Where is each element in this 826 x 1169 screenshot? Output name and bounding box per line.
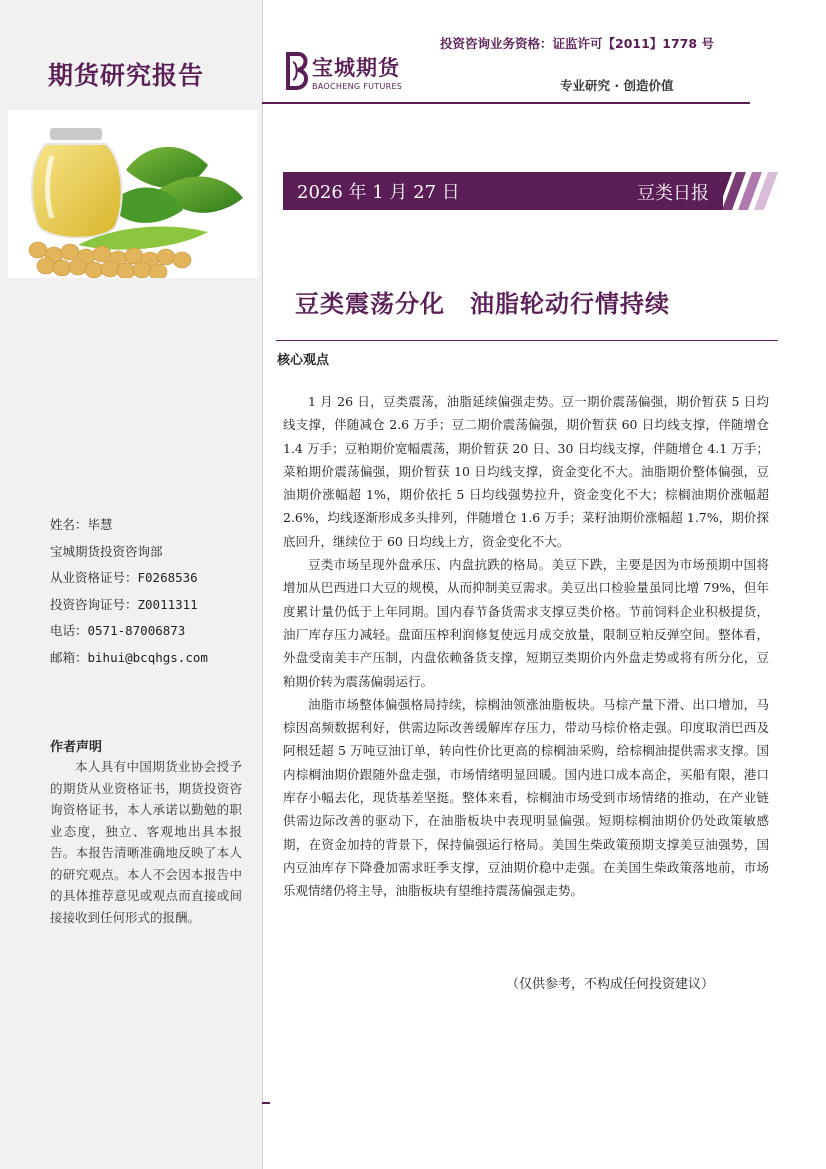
section-title: 核心观点 — [277, 353, 330, 368]
declaration-text: 本人具有中国期货业协会授予的期货从业资格证书，期货投资咨询资格证书，本人承诺以勤勉的职业态度，独立、客观地出具本报告。本报告清晰准确地反映了本人的研究观点。本人不会因本报告中的具体推荐意见或观点而直接或间接接收到任何形式的报酬。 — [50, 759, 242, 925]
report-headline: 豆类震荡分化 油脂轮动行情持续 — [295, 290, 670, 318]
paragraph: 油脂市场整体偏强格局持续，棕榈油领涨油脂板块。马棕产量下滑、出口增加，马棕因高频数据利好，供需边际改善缓解库存压力，带动马棕价格走强。印度取消巴西及阿根廷超 5 万吨豆油订单，转向性价比更高的棕榈油采购，给棕榈油提供需求支撑。国内棕榈油期价跟随外盘走强，市场情绪明显回暖。国内进口成本高企，买船有限，港口库存小幅去化，现货基差坚挺。整体来看，棕榈油市场受到市场情绪的推动，在产业链供需边际改善的驱动下，在油脂板块中表现明显偏强。短期棕榈油期价仍处政策敏感期，在资金加持的背景下，保持偏强运行格局。美国生柴政策预期支撑美豆油强势，国内豆油库存下降叠加需求旺季支撑，豆油期价稳中走强。在美国生柴政策落地前，市场乐观情绪仍将主导，油脂板块有望维持震荡偏强走势。 — [283, 696, 769, 899]
headline-rule — [276, 340, 778, 341]
phone: 电话：0571-87006873 — [50, 623, 186, 638]
slogan: 专业研究 · 创造价值 — [560, 78, 674, 93]
paragraph: 1 月 26 日，豆类震荡，油脂延续偏强走势。豆一期价震荡偏强，期价暂获 5 日均线支撑，伴随减仓 2.6 万手；豆二期价震荡偏强，期价暂获 60 日均线支撑，伴随增仓 1.4 万手；豆粕期价宽幅震荡，期价暂获 20 日、30 日均线支撑，伴随增仓 4.1 万手；菜粕期价震荡偏强，期价暂获 10 日均线支撑，资金变化不大。油脂期价整体偏强，豆油期价涨幅超 1%，期价依托 5 日均线强势拉升，资金变化不大；棕榈油期价涨幅超 2.6%，均线逐渐形成多头排列，伴随增仓 1.6 万手；菜籽油期价涨幅超 1.7%，期价探底回升，继续位于 60 日均线上方，资金变化不大。 — [283, 394, 769, 549]
report-body — [283, 390, 769, 903]
margin-tick — [262, 1102, 270, 1104]
declaration-title: 作者声明 — [50, 740, 103, 755]
disclaimer: （仅供参考，不构成任何投资建议） — [506, 977, 715, 992]
email: 邮箱：bihui@bcqhgs.com — [50, 649, 208, 665]
report-date: 2026 年 1 月 27 日 — [297, 182, 460, 203]
logo-name-en: BAOCHENG FUTURES — [312, 82, 403, 91]
cover-illustration — [8, 110, 258, 278]
report-type-title: 期货研究报告 — [48, 61, 205, 90]
banner-stripes — [718, 172, 784, 210]
logo-name-cn: 宝城期货 — [312, 56, 400, 80]
report-category: 豆类日报 — [637, 183, 709, 204]
author-name: 姓名：毕慧 — [50, 517, 113, 532]
sidebar-divider — [262, 0, 263, 1169]
header-rule — [262, 102, 750, 104]
logo-mark-icon — [284, 50, 310, 92]
consulting-number: 投资咨询证号：Z0011311 — [50, 596, 198, 612]
paragraph: 豆类市场呈现外盘承压、内盘抗跌的格局。美豆下跌，主要是因为市场预期中国将增加从巴西进口大豆的规模，从而抑制美豆需求。美豆出口检验量虽同比增 79%，但年度累计量仍低于上年同期。国内春节备货需求支撑豆类价格。节前饲料企业积极提货，油厂库存压力减轻。盘面压榨利润修复使远月成交放量，限制豆粕反弹空间。整体看，外盘受南美丰产压制，内盘依赖备货支撑，短期豆类期价内外盘走势或将有所分化，豆粕期价转为震荡偏弱运行。 — [283, 557, 769, 689]
date-banner — [283, 172, 723, 210]
soybean-oil-illustration — [8, 110, 258, 278]
license-info: 投资咨询业务资格：证监许可【2011】1778 号 — [440, 36, 714, 51]
company-logo — [284, 50, 403, 96]
qualification-number: 从业资格证号：F0268536 — [50, 570, 198, 585]
author-department: 宝城期货投资咨询部 — [50, 543, 163, 559]
author-info — [50, 512, 208, 671]
